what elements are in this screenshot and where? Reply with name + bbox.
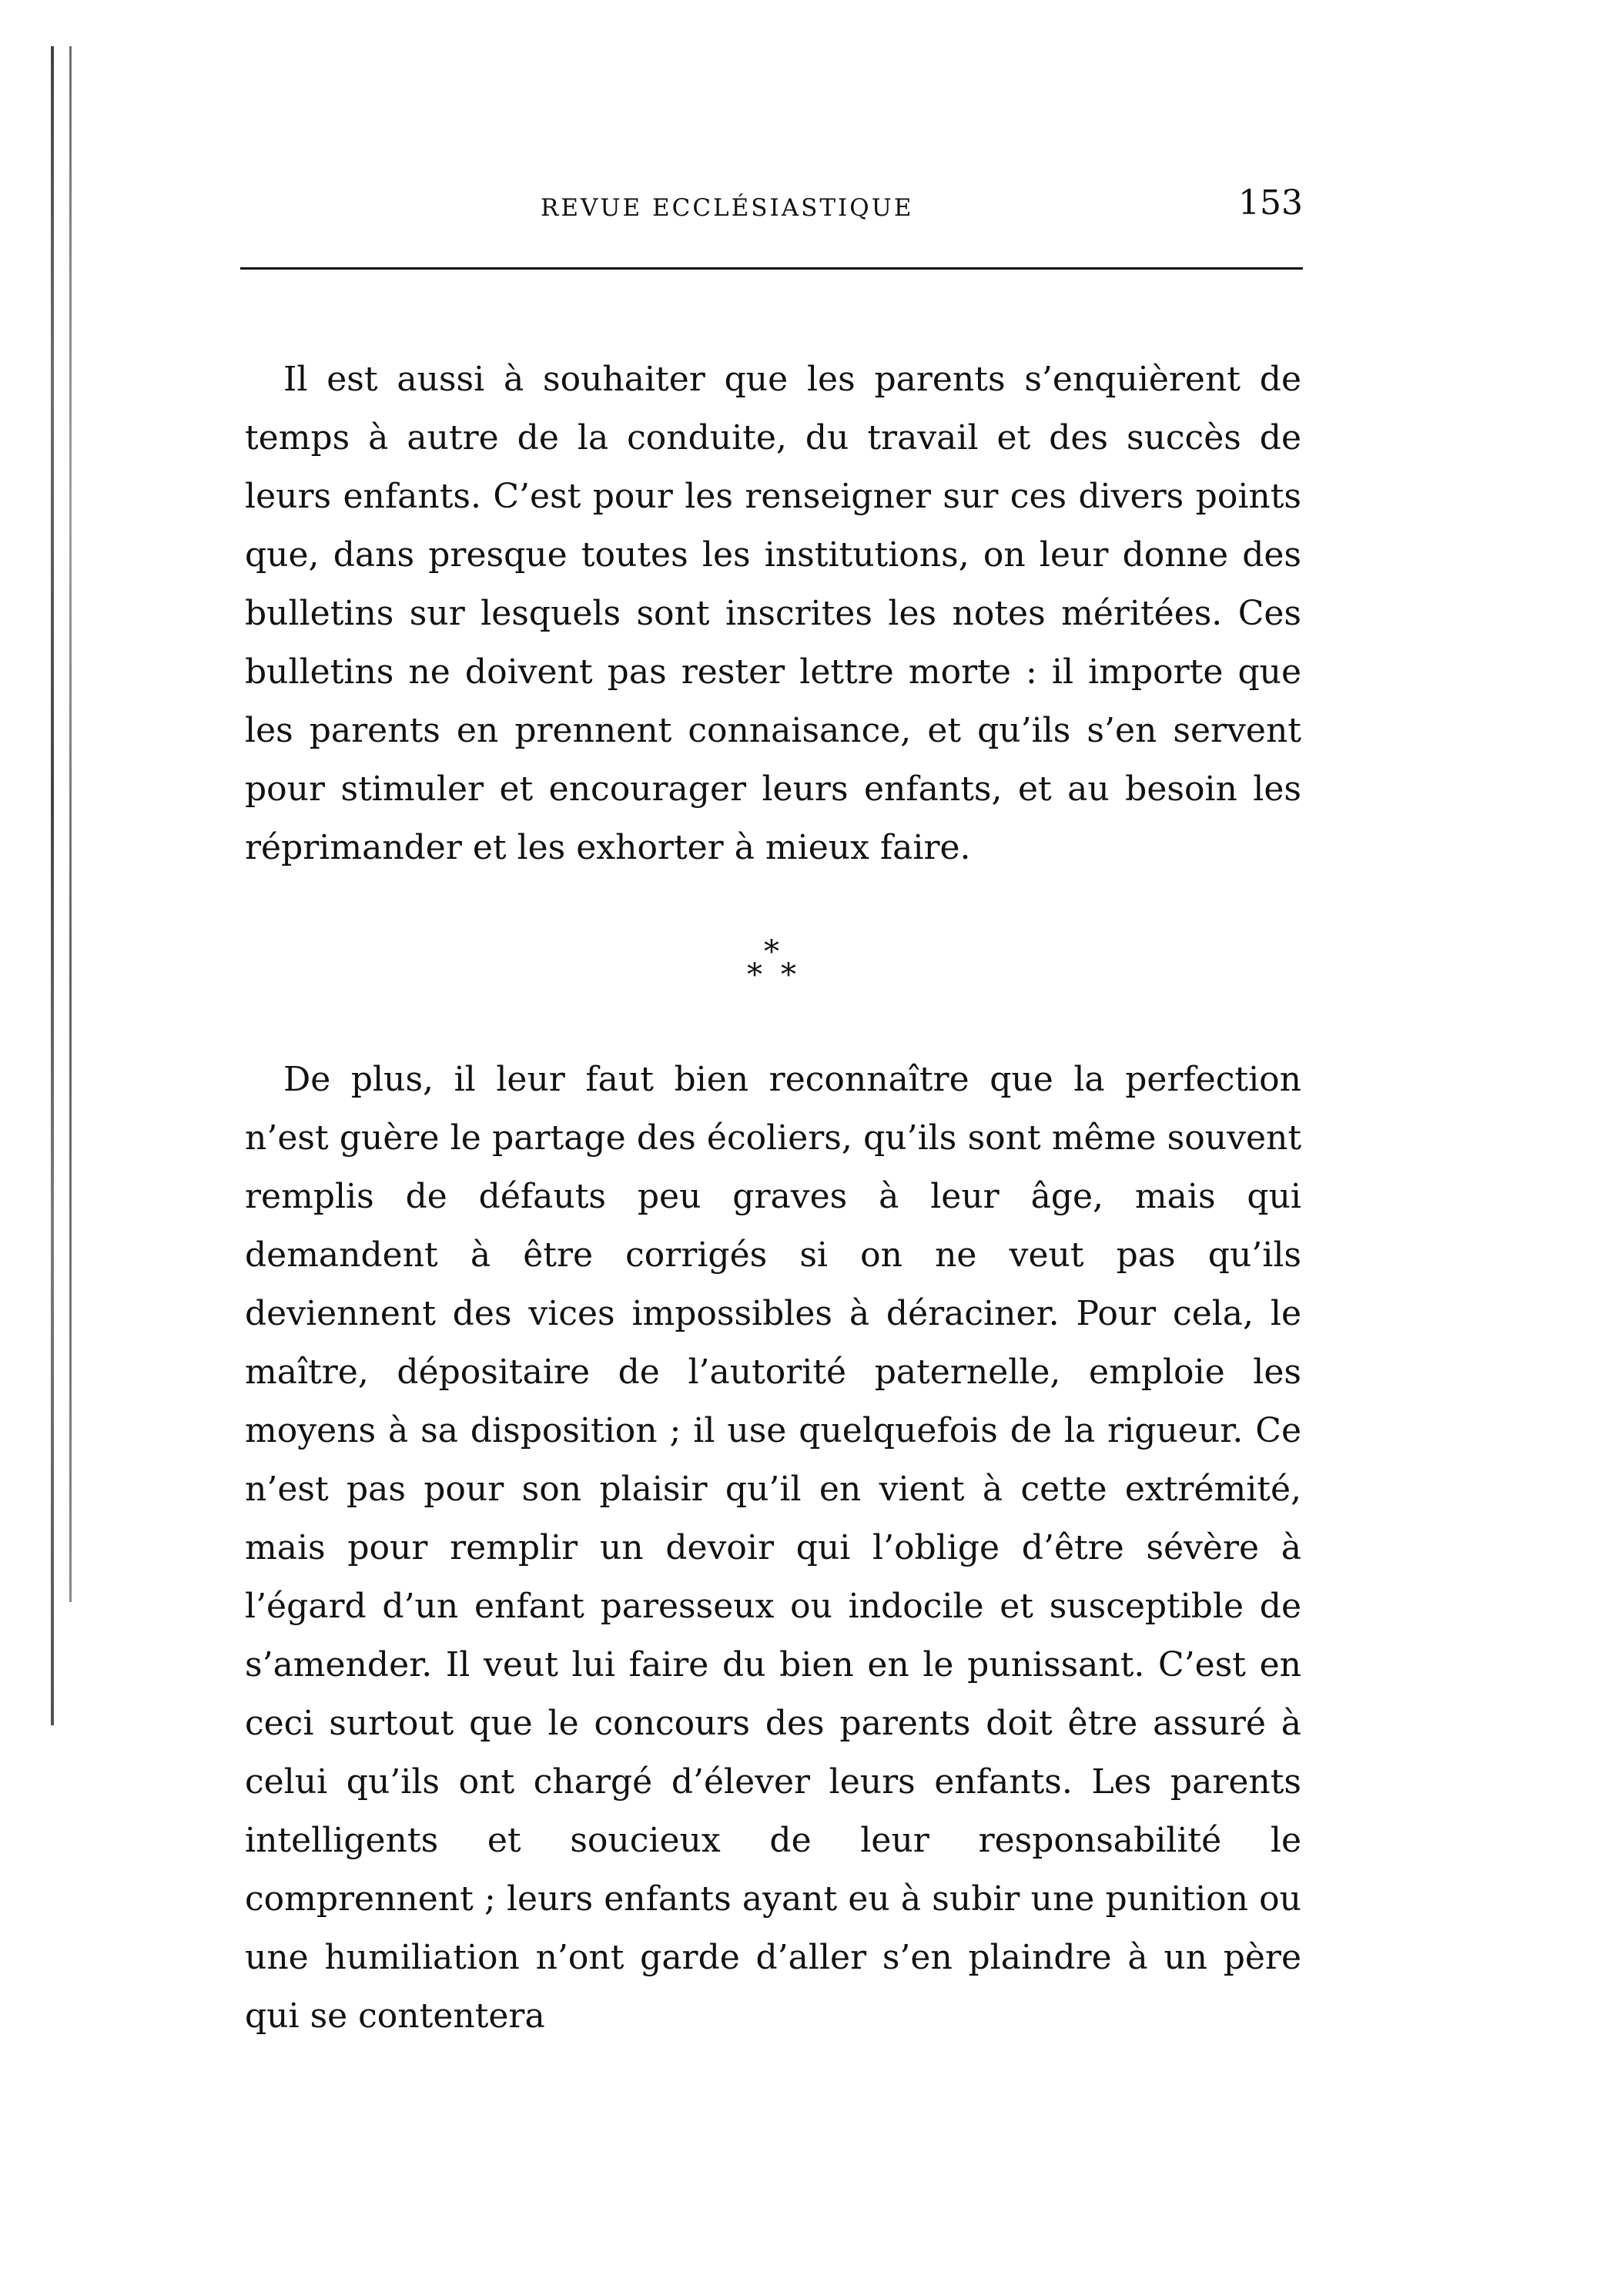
scan-binding-edge bbox=[51, 46, 54, 1725]
scan-binding-edge-inner bbox=[69, 46, 72, 1602]
running-title: REVUE ECCLÉSIASTIQUE bbox=[541, 194, 914, 222]
asterism-star-right: * bbox=[781, 957, 796, 993]
paragraph-2: De plus, il leur faut bien reconnaître que la perfection n’est guère le partage des écoliers, qu’ils sont même souvent remplis de défauts peu graves à leur âge, mais qui demandent à être corrigés si on ne veut pas qu’ils deviennent des vices impossibles à déraciner. Pour cela, le maître, dépositaire de l’autorité paternelle, emploie les moyens à sa disposition ; il use quelquefois de la rigueur. Ce n’est pas pour son plaisir qu’il en vient à cette extrémité, mais pour remplir un devoir qui l’oblige d’être sévère à l’égard d’un enfant paresseux ou indocile et susceptible de s’amender. Il veut lui faire du bien en le punissant. C’est en ceci surtout que le concours des parents doit être assuré à celui qu’ils ont chargé d’élever leurs enfants. Les parents intelligents et soucieux de leur responsabilité le comprennent ; leurs enfants ayant eu à subir une punition ou une humiliation n’ont garde d’aller s’en plaindre à un père qui se contentera bbox=[245, 1060, 1301, 2036]
paragraph-1: Il est aussi à souhaiter que les parents s’enquièrent de temps à autre de la conduite, du travail et des succès de leurs enfants. C’est pour les renseigner sur ces divers points que, dans presque toutes les institutions, on leur donne des bulletins sur lesquels sont inscrites les notes méritées. Ces bulletins ne doivent pas rester lettre morte : il importe que les parents en prennent connaisance, et qu’ils s’en servent pour stimuler et encourager leurs enfants, et au besoin les réprimander et les exhorter à mieux faire. bbox=[245, 360, 1301, 867]
header-rule bbox=[240, 267, 1303, 270]
asterism-separator bbox=[747, 934, 801, 1006]
page-header bbox=[240, 183, 1303, 237]
asterism-star-top: * bbox=[764, 934, 779, 970]
page-number: 153 bbox=[1238, 183, 1303, 223]
asterism-star-left: * bbox=[747, 957, 762, 993]
